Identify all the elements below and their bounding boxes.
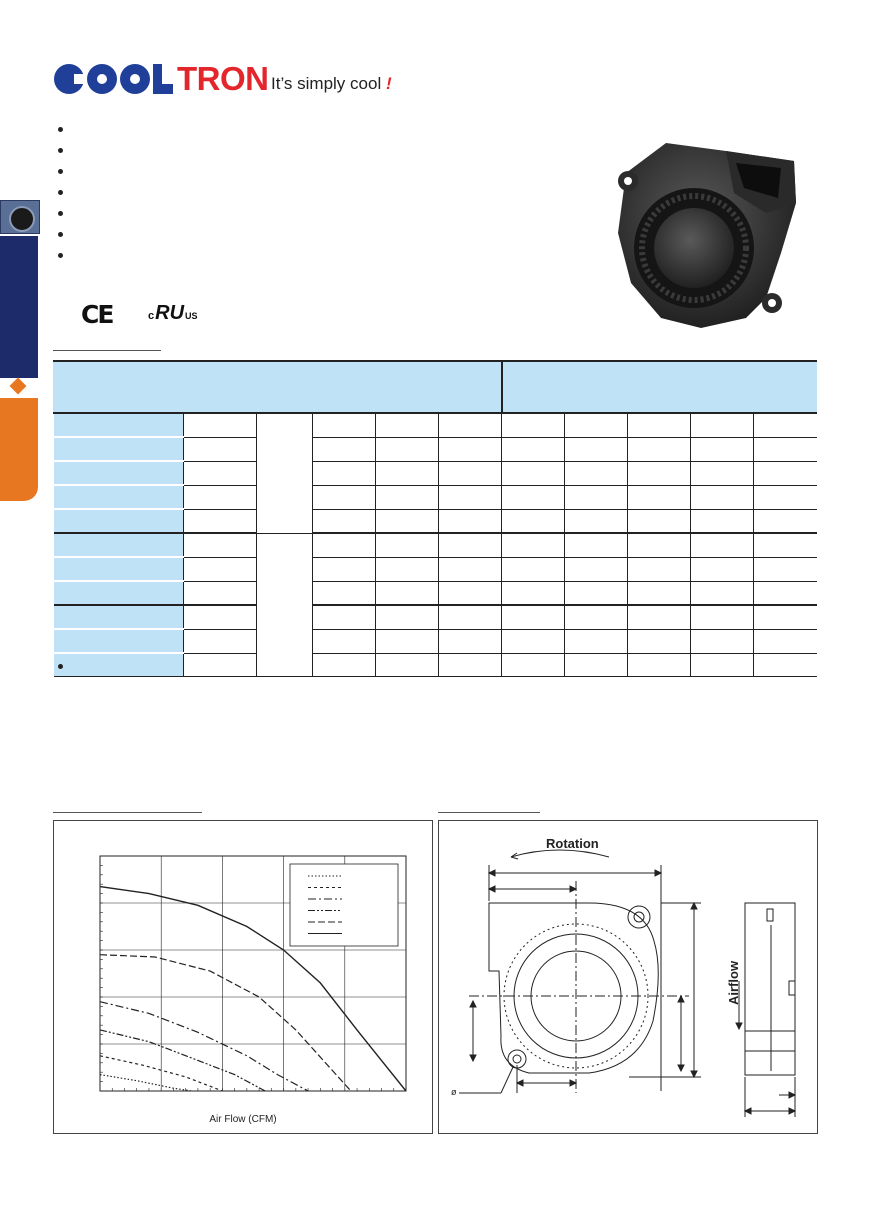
- spec-header-cell: [628, 361, 691, 413]
- dimension-drawing-panel: [438, 820, 818, 1134]
- model-cell: [54, 461, 184, 485]
- logo-letter-c: [54, 64, 84, 94]
- model-cell: [54, 581, 184, 605]
- ul-logo-text: RU: [155, 302, 185, 324]
- model-cell: [54, 605, 184, 629]
- tagline: [271, 74, 392, 94]
- model-cell: [54, 437, 184, 461]
- ce-mark-icon: CE: [81, 300, 113, 329]
- feature-bullet: [58, 141, 68, 162]
- spec-header-cell: [376, 361, 439, 413]
- dimension-section-underline: [438, 812, 540, 813]
- table-row: [54, 653, 817, 677]
- model-cell: [54, 629, 184, 653]
- feature-bullet-list: [58, 120, 68, 267]
- rotation-arrow: [511, 850, 609, 857]
- table-row: [54, 605, 817, 629]
- model-cell: [54, 413, 184, 437]
- feature-bullet: [58, 225, 68, 246]
- table-row: [54, 557, 817, 581]
- logo-letter-l: [153, 64, 173, 94]
- ul-mark-icon: [148, 302, 198, 325]
- feature-bullet: [58, 246, 68, 267]
- curve-series-line: [100, 1030, 265, 1091]
- logo-letter-o: [87, 64, 117, 94]
- ul-c-text: c: [148, 310, 155, 322]
- spec-header-cell: [184, 361, 257, 413]
- performance-curve-panel: [53, 820, 433, 1134]
- spec-header-cell: [54, 361, 184, 413]
- cooltron-logo: [54, 62, 269, 96]
- dimension-drawing: [439, 821, 817, 1133]
- ul-us-text: US: [185, 311, 198, 321]
- side-fan-thumbnail: [0, 200, 40, 234]
- feature-bullet: [58, 162, 68, 183]
- blower-fan-image: [606, 133, 806, 328]
- airflow-label: Airflow: [726, 960, 741, 1005]
- spec-header-cell: [754, 361, 817, 413]
- voltage-group-cell: [257, 533, 313, 677]
- table-row: [54, 509, 817, 533]
- spec-header-cell: [691, 361, 754, 413]
- curve-series-line: [100, 1002, 308, 1091]
- voltage-group-cell: [257, 413, 313, 533]
- spec-header-cell: [439, 361, 502, 413]
- table-row: [54, 461, 817, 485]
- curve-section-underline: [53, 812, 202, 813]
- feature-bullet: [58, 183, 68, 204]
- rotation-label: Rotation: [546, 836, 599, 851]
- spec-table: [53, 360, 817, 677]
- table-row: [54, 581, 817, 605]
- feature-bullet: [58, 204, 68, 225]
- logo-letter-o: [120, 64, 150, 94]
- table-row: [54, 485, 817, 509]
- model-cell: [54, 485, 184, 509]
- side-diamond-icon: [10, 378, 27, 395]
- tagline-exclamation: !: [385, 74, 392, 93]
- performance-curve-chart: [54, 821, 432, 1133]
- spec-header-cell: [313, 361, 376, 413]
- spec-header-cell: [257, 361, 313, 413]
- table-row: [54, 413, 817, 437]
- legend-box: [290, 864, 398, 946]
- spec-table-header-row: [54, 361, 817, 413]
- model-cell: [54, 653, 184, 677]
- model-cell: [54, 557, 184, 581]
- model-cell: [54, 533, 184, 557]
- side-navy-bar: [0, 236, 38, 378]
- tagline-text: It’s simply cool: [271, 74, 382, 93]
- logo-cool-mark: [54, 64, 173, 94]
- diameter-symbol: ø: [451, 1087, 457, 1097]
- model-cell: [54, 509, 184, 533]
- spec-section-underline: [53, 350, 161, 351]
- spec-header-cell: [565, 361, 628, 413]
- table-row: [54, 437, 817, 461]
- side-orange-tab: [0, 398, 38, 501]
- table-note-bullet: [58, 664, 63, 669]
- curve-series-line: [100, 1075, 192, 1091]
- spec-header-cell: [502, 361, 565, 413]
- feature-bullet: [58, 120, 68, 141]
- logo-tron-text: TRON: [177, 60, 269, 97]
- x-axis-label: Air Flow (CFM): [209, 1114, 277, 1125]
- table-row: [54, 533, 817, 557]
- table-row: [54, 629, 817, 653]
